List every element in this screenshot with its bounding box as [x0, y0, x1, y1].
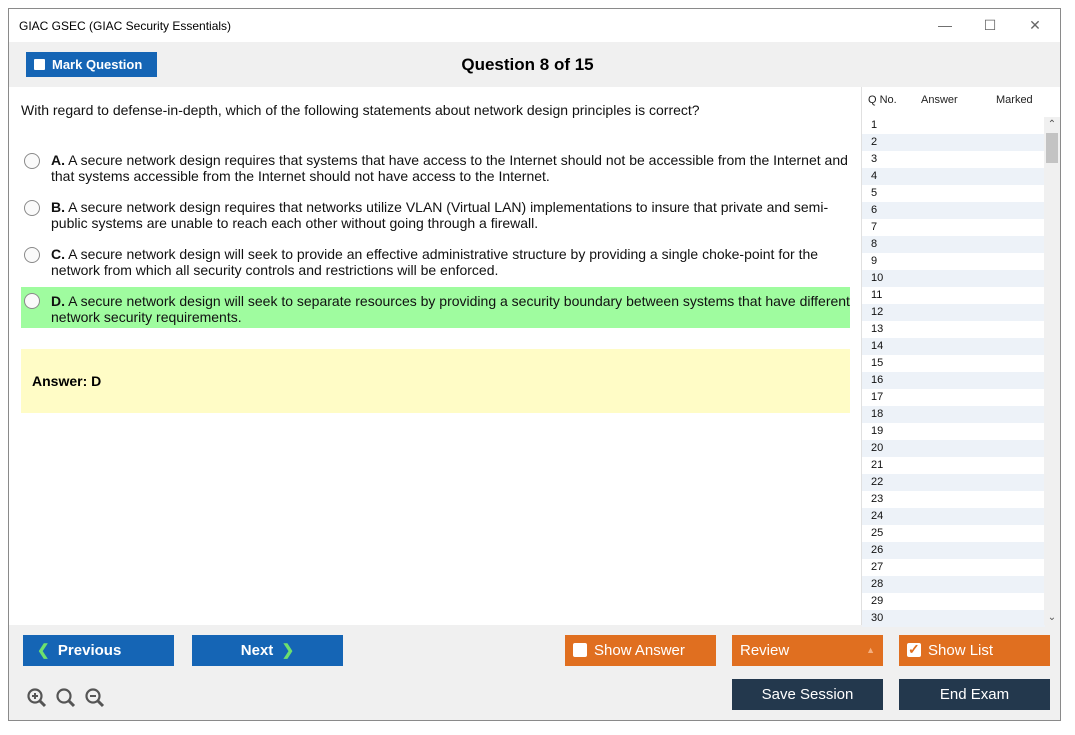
question-list-row[interactable]: 3 [871, 153, 878, 165]
caret-up-icon: ▲ [866, 645, 875, 655]
question-list-row[interactable]: 10 [862, 270, 1045, 287]
chevron-right-icon: ❯ [281, 642, 295, 659]
next-button[interactable] [192, 635, 343, 666]
question-list-row[interactable]: 29 [871, 595, 884, 607]
question-list-row[interactable]: 2 [862, 134, 1045, 151]
option-d-radio[interactable] [24, 293, 40, 309]
question-panel [9, 87, 861, 625]
show-list-checkbox[interactable] [907, 643, 921, 657]
question-list-row[interactable]: 25 [871, 527, 884, 539]
question-list-row[interactable]: 21 [871, 459, 884, 471]
option-a-radio[interactable] [24, 153, 40, 169]
option-d[interactable] [21, 287, 850, 328]
question-list-row[interactable]: 12 [862, 304, 1045, 321]
question-list-row[interactable]: 19 [871, 425, 884, 437]
show-answer-button[interactable] [565, 635, 716, 666]
question-list-row[interactable]: 14 [862, 338, 1045, 355]
option-b-text: A secure network design requires that networks utilize VLAN (Virtual LAN) implementations to insure that private and semi-public systems are unable to reach each other without going through a firewall. [51, 199, 829, 231]
question-list-row[interactable]: 7 [871, 221, 878, 233]
question-list-row[interactable]: 26 [862, 542, 1045, 559]
marked-column-header: Marked [996, 94, 1033, 106]
save-session-button[interactable]: Save Session [732, 679, 883, 710]
question-list-row[interactable]: 18 [862, 406, 1045, 423]
question-list-row[interactable]: 17 [871, 391, 884, 403]
question-list-row[interactable]: 9 [871, 255, 878, 267]
option-b-radio[interactable] [24, 200, 40, 216]
answer-box [21, 349, 850, 413]
question-list-row[interactable]: 5 [871, 187, 878, 199]
question-list-row[interactable]: 24 [862, 508, 1045, 525]
answer-text: Answer: D [32, 373, 102, 389]
next-label: Next [240, 642, 274, 659]
window-title: GIAC GSEC (GIAC Security Essentials) [19, 19, 232, 33]
zoom-in-icon[interactable] [26, 687, 48, 709]
zoom-out-icon[interactable] [84, 687, 106, 709]
question-list-row[interactable]: 27 [871, 561, 884, 573]
question-list-rows [862, 117, 1045, 627]
question-text: With regard to defense-in-depth, which of the following statements about network design principles is correct? [21, 102, 700, 118]
question-list-row[interactable]: 15 [871, 357, 884, 369]
option-b-letter: B. [51, 199, 65, 215]
question-header: Question 8 of 15 [461, 55, 594, 74]
chevron-left-icon: ❮ [37, 642, 50, 659]
show-list-label: Show List [928, 642, 994, 659]
option-d-text: A secure network design will seek to separate resources by providing a security boundary between systems that have different network security requirements. [51, 293, 850, 325]
option-b[interactable] [21, 196, 850, 235]
option-a[interactable] [21, 149, 850, 188]
question-list-row[interactable]: 11 [871, 289, 883, 301]
question-list-row[interactable]: 30 [862, 610, 1045, 627]
question-list-row[interactable]: 8 [862, 236, 1045, 253]
previous-label: Previous [57, 642, 122, 659]
option-c[interactable] [21, 243, 850, 282]
option-a-letter: A. [51, 152, 65, 168]
previous-button[interactable] [23, 635, 174, 666]
scroll-thumb[interactable] [1046, 133, 1058, 163]
scroll-up-icon[interactable]: ⌃ [1047, 119, 1057, 130]
option-a-text: A secure network design requires that systems that have access to the Internet should not be accessible from the Internet and that systems accessible from the Internet should not have access to the Internet. [51, 152, 848, 184]
question-list [861, 87, 1060, 625]
maximize-icon[interactable]: ☐ [983, 17, 997, 33]
question-list-row[interactable]: 22 [862, 474, 1045, 491]
question-list-row[interactable]: 1 [871, 119, 878, 131]
close-icon[interactable]: ✕ [1029, 17, 1041, 33]
show-answer-checkbox[interactable] [573, 643, 587, 657]
question-list-row[interactable]: 23 [871, 493, 884, 505]
question-list-row[interactable]: 28 [862, 576, 1045, 593]
scroll-down-icon[interactable]: ⌄ [1047, 612, 1057, 623]
show-answer-label: Show Answer [594, 642, 685, 659]
question-list-row[interactable]: 6 [862, 202, 1045, 219]
mark-question-label: Mark Question [52, 57, 143, 72]
question-list-scrollbar[interactable] [1044, 117, 1060, 625]
question-list-row[interactable]: 13 [871, 323, 884, 335]
review-dropdown[interactable] [732, 635, 883, 666]
end-exam-button[interactable]: End Exam [899, 679, 1050, 710]
option-c-text: A secure network design will seek to provide an effective administrative structure by providing a single choke-point for the network from which all security controls and restrictions will be enforced. [51, 246, 819, 278]
option-c-letter: C. [51, 246, 65, 262]
option-d-letter: D. [51, 293, 65, 309]
minimize-icon[interactable]: — [938, 17, 952, 33]
question-list-row[interactable]: 16 [862, 372, 1045, 389]
title-bar [9, 9, 1060, 42]
show-list-button[interactable] [899, 635, 1050, 666]
option-c-radio[interactable] [24, 247, 40, 263]
qno-column-header: Q No. [868, 94, 897, 106]
app-window [8, 8, 1061, 721]
question-list-row[interactable]: 20 [862, 440, 1045, 457]
zoom-reset-icon[interactable] [55, 687, 77, 709]
review-label: Review [740, 642, 790, 659]
question-list-row[interactable]: 4 [862, 168, 1045, 185]
answer-column-header: Answer [921, 94, 958, 106]
question-list-header [862, 87, 1060, 117]
